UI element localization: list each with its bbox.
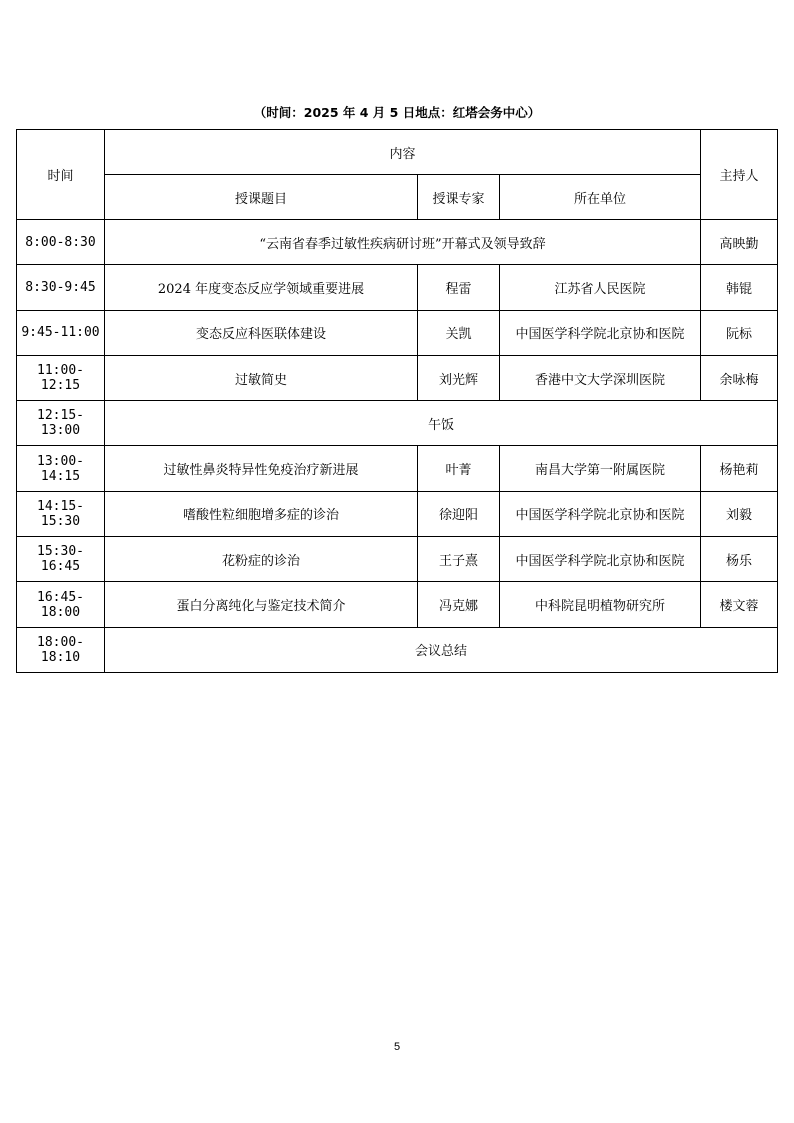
expert-cell: 王子熹 [418,537,500,582]
header-unit: 所在单位 [500,175,701,220]
host-cell: 高映勤 [701,220,778,265]
table-row [17,627,778,672]
unit-cell: 中科院昆明植物研究所 [500,582,701,627]
time-cell: 18:00-18:10 [17,627,105,672]
table-row [17,446,778,491]
unit-cell: 香港中文大学深圳医院 [500,355,701,400]
header-expert: 授课专家 [418,175,500,220]
host-cell: 阮标 [701,310,778,355]
table-row [17,582,778,627]
time-cell: 11:00-12:15 [17,355,105,400]
host-cell: 杨乐 [701,537,778,582]
table-row [17,220,778,265]
expert-cell: 关凯 [418,310,500,355]
unit-cell: 南昌大学第一附属医院 [500,446,701,491]
time-cell: 8:30-9:45 [17,265,105,310]
table-row [17,401,778,446]
unit-cell: 中国医学科学院北京协和医院 [500,310,701,355]
page-number: 5 [393,1041,401,1053]
session-span-cell: “云南省春季过敏性疾病研讨班”开幕式及领导致辞 [105,220,701,265]
topic-cell: 2024 年度变态反应学领域重要进展 [105,265,418,310]
time-cell: 13:00-14:15 [17,446,105,491]
time-cell: 8:00-8:30 [17,220,105,265]
topic-cell: 花粉症的诊治 [105,537,418,582]
topic-cell: 变态反应科医联体建设 [105,310,418,355]
table-row [17,491,778,536]
time-cell: 9:45-11:00 [17,310,105,355]
time-cell: 14:15-15:30 [17,491,105,536]
schedule-caption: （时间：2025 年 4 月 5 日地点：红塔会务中心） [253,105,541,120]
unit-cell: 中国医学科学院北京协和医院 [500,537,701,582]
header-content: 内容 [105,130,701,175]
time-cell: 12:15-13:00 [17,401,105,446]
host-cell: 楼文蓉 [701,582,778,627]
header-time: 时间 [17,130,105,220]
topic-cell: 蛋白分离纯化与鉴定技术简介 [105,582,418,627]
unit-cell: 江苏省人民医院 [500,265,701,310]
header-topic: 授课题目 [105,175,418,220]
host-cell: 杨艳莉 [701,446,778,491]
expert-cell: 冯克娜 [418,582,500,627]
table-row [17,310,778,355]
host-cell: 韩锟 [701,265,778,310]
topic-cell: 过敏简史 [105,355,418,400]
host-cell: 余咏梅 [701,355,778,400]
expert-cell: 叶菁 [418,446,500,491]
table-row [17,265,778,310]
topic-cell: 嗜酸性粒细胞增多症的诊治 [105,491,418,536]
schedule-table [16,129,778,673]
host-cell: 刘毅 [701,491,778,536]
lunch-cell: 午饭 [105,401,778,446]
expert-cell: 程雷 [418,265,500,310]
table-row [17,537,778,582]
expert-cell: 徐迎阳 [418,491,500,536]
header-host: 主持人 [701,130,778,220]
expert-cell: 刘光辉 [418,355,500,400]
unit-cell: 中国医学科学院北京协和医院 [500,491,701,536]
time-cell: 16:45-18:00 [17,582,105,627]
topic-cell: 过敏性鼻炎特异性免疫治疗新进展 [105,446,418,491]
closing-summary-cell: 会议总结 [105,627,778,672]
time-cell: 15:30-16:45 [17,537,105,582]
table-row [17,355,778,400]
